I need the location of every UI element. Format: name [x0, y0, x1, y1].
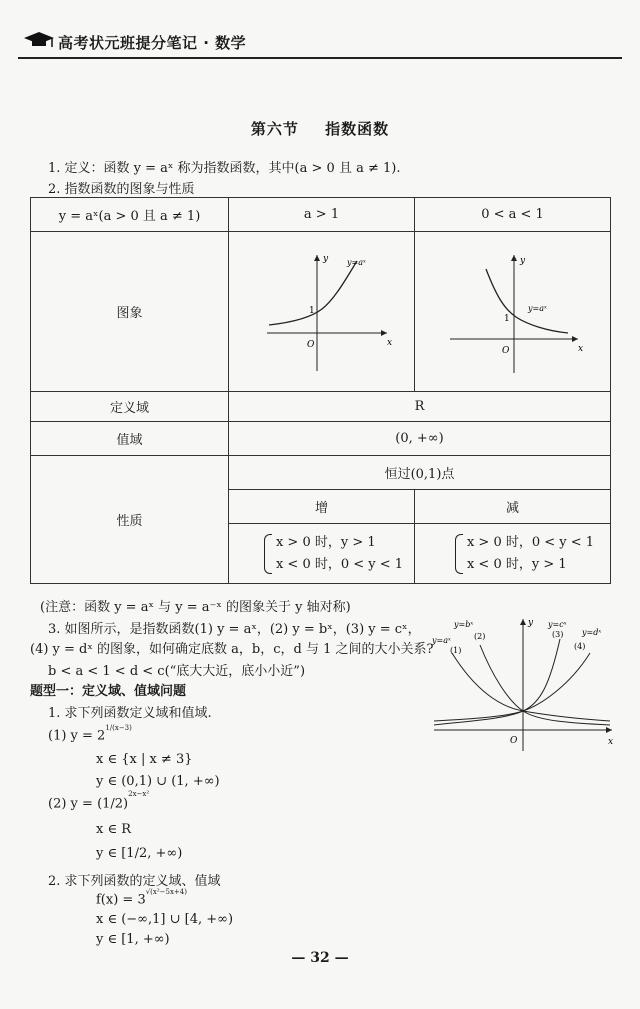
- problem3-domain: x ∈ (−∞,1] ∪ [4, +∞): [96, 912, 234, 927]
- figure-x-axis-label: x: [608, 737, 614, 747]
- row-label-domain: 定义域: [31, 392, 229, 422]
- row-label-graph: 图象: [31, 232, 229, 392]
- item3-line1: 3. 如图所示，是指数函数(1) y = aˣ，(2) y = bˣ，(3) y = cˣ，: [48, 622, 421, 637]
- exponential-comparison-figure: [430, 615, 620, 755]
- inc-condition-2: x < 0 时，0 < y < 1: [275, 556, 404, 572]
- curve-number-2: (2): [474, 632, 486, 641]
- section-title: [0, 118, 640, 139]
- problem1-domain: x ∈ {x | x ≠ 3}: [96, 752, 193, 767]
- graph1-one-label: 1: [308, 305, 315, 316]
- graph2-y-axis-label: y: [519, 255, 525, 266]
- decreasing-conditions: [415, 524, 611, 584]
- graduation-cap-icon: [22, 30, 56, 50]
- graph1-x-axis-label: x: [386, 337, 392, 348]
- graph2-one-label: 1: [503, 313, 510, 324]
- problem1-exponent: 1/(x−3): [105, 724, 132, 732]
- table-header-a-gt-1: a > 1: [229, 198, 415, 232]
- curve-number-4: (4): [574, 642, 586, 651]
- row-label-range: 值域: [31, 422, 229, 456]
- problem2-exponent: 2x−x²: [128, 790, 150, 798]
- properties-table: [30, 197, 611, 584]
- graph-increasing: [229, 232, 415, 392]
- curve-1-a: [452, 653, 610, 721]
- curve-4-d: [434, 653, 590, 721]
- item3-answer: b < a < 1 < d < c(“底大大近，底小小近”): [48, 664, 306, 679]
- graph1-origin-label: O: [306, 339, 314, 350]
- fixed-point: 恒过(0,1)点: [229, 456, 611, 490]
- monotonic-increasing: 增: [229, 490, 415, 524]
- table-header-a-lt-1: 0 < a < 1: [415, 198, 611, 232]
- symmetry-note: (注意：函数 y = aˣ 与 y = a⁻ˣ 的图象关于 y 轴对称): [40, 600, 351, 615]
- problem1-label: (1) y = 2: [48, 728, 106, 744]
- problem2-formula: [48, 790, 150, 812]
- problem2-range: y ∈ [1/2, +∞): [96, 846, 183, 861]
- table-header-function: y = aˣ(a > 0 且 a ≠ 1): [31, 198, 229, 232]
- graph1-function-label: y=aˣ: [346, 257, 366, 267]
- graph2-x-axis-label: x: [577, 343, 583, 354]
- type1-title: 题型一：定义域、值域问题: [30, 684, 187, 699]
- problem3-range: y ∈ [1, +∞): [96, 932, 170, 947]
- label-y-cx: y=cˣ: [548, 620, 567, 629]
- row-label-properties: 性质: [31, 456, 229, 584]
- page-number: — 32 —: [291, 950, 349, 966]
- figure-y-axis-label: y: [528, 618, 534, 628]
- graph1-y-axis-label: y: [322, 253, 328, 264]
- problem2-domain: x ∈ R: [96, 822, 132, 837]
- book-title: 高考状元班提分笔记 · 数学: [58, 34, 247, 52]
- dec-condition-2: x < 0 时，y > 1: [466, 556, 567, 572]
- monotonic-decreasing: 减: [415, 490, 611, 524]
- section-number: 第六节: [250, 120, 299, 138]
- problem1-formula: [48, 724, 132, 744]
- figure-origin-label: O: [510, 736, 518, 746]
- problem3-label: f(x) = 3: [96, 892, 146, 908]
- dec-condition-1: x > 0 时，0 < y < 1: [466, 534, 595, 550]
- graph2-origin-label: O: [501, 345, 509, 356]
- problem1-range: y ∈ (0,1) ∪ (1, +∞): [96, 774, 220, 789]
- increasing-conditions: [229, 524, 415, 584]
- label-y-dx: y=dˣ: [582, 628, 602, 637]
- label-y-ax: y=aˣ: [432, 636, 451, 645]
- section-name: 指数函数: [325, 120, 390, 138]
- range-value: (0, +∞): [229, 422, 611, 456]
- curve-number-1: (1): [450, 646, 462, 655]
- domain-value: R: [229, 392, 611, 422]
- item3-line2: (4) y = dˣ 的图象，如何确定底数 a，b，c，d 与 1 之间的大小关系?: [30, 642, 434, 657]
- type1-question1: 1. 求下列函数定义域和值域.: [48, 706, 212, 721]
- inc-condition-1: x > 0 时，y > 1: [275, 534, 376, 550]
- header-rule: [18, 57, 622, 59]
- type1-question2: 2. 求下列函数的定义域、值域: [48, 874, 221, 889]
- problem2-label: (2) y =: [48, 796, 93, 812]
- graph-props-heading: 2. 指数函数的图象与性质: [48, 182, 195, 197]
- curve-number-3: (3): [552, 630, 564, 639]
- graph2-function-label: y=aˣ: [527, 303, 547, 313]
- problem3-formula: [96, 888, 187, 908]
- problem3-exponent: √(x²−5x+4): [145, 888, 187, 896]
- curve-2-b: [480, 645, 610, 725]
- label-y-bx: y=bˣ: [454, 620, 474, 629]
- problem2-base: (1/2): [97, 796, 129, 812]
- definition-text: 1. 定义：函数 y = aˣ 称为指数函数，其中(a > 0 且 a ≠ 1).: [48, 161, 401, 176]
- graph-decreasing: [415, 232, 611, 392]
